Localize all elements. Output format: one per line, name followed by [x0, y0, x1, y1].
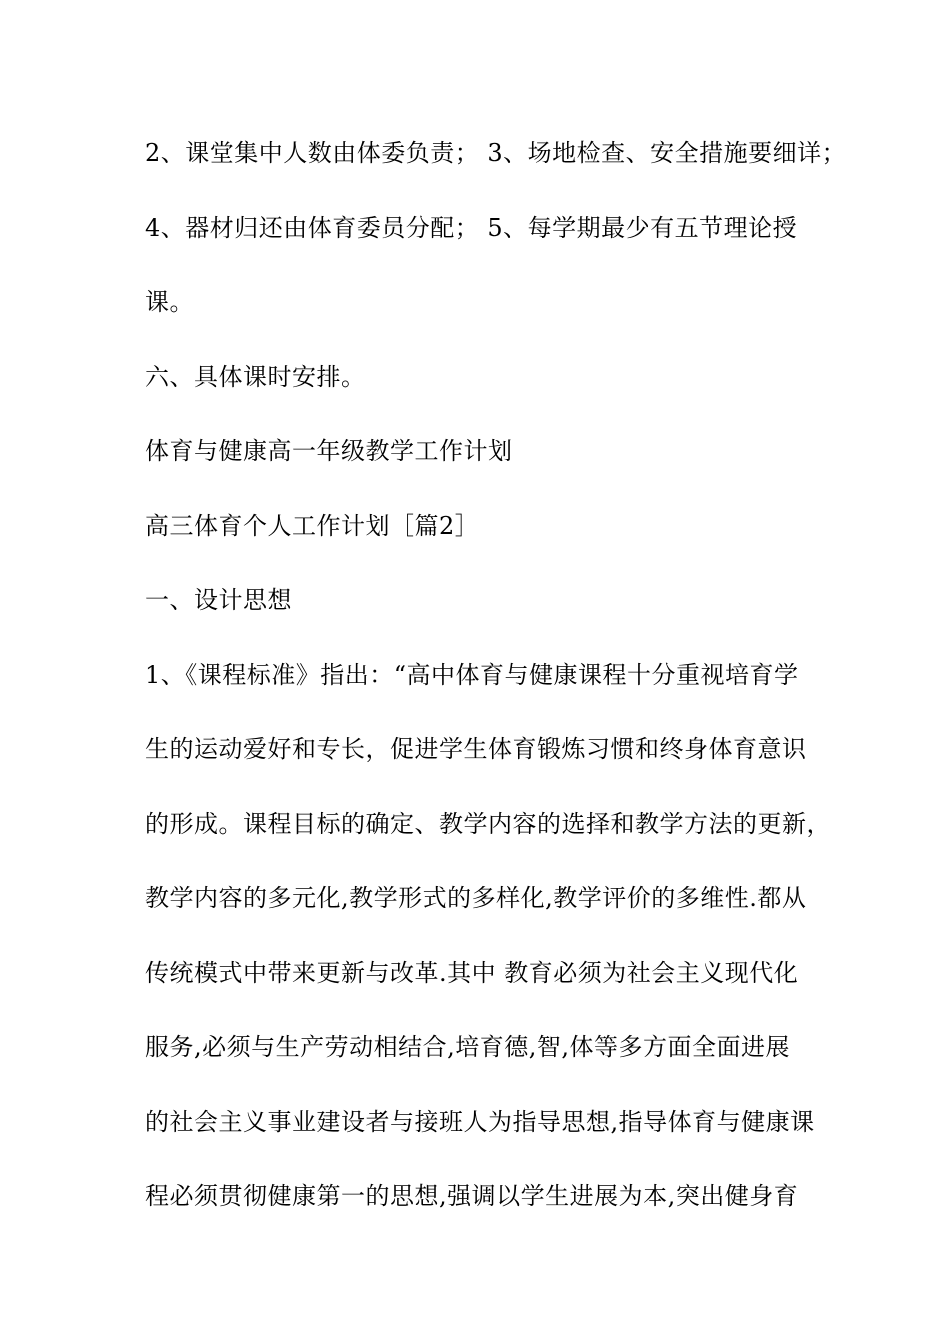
paragraph-line-3: 的形成。课程目标的确定、教学内容的选择和教学方法的更新， [145, 810, 831, 838]
paragraph-line-1: 1、《课程标准》指出：“高中体育与健康课程十分重视培育学 [145, 661, 799, 689]
paragraph-line-6: 服务,必须与生产劳动相结合,培育德,智,体等多方面全面进展 [145, 1033, 791, 1061]
plan-title: 体育与健康高一年级教学工作计划 [145, 437, 513, 465]
section-heading-schedule: 六、具体课时安排。 [145, 363, 366, 391]
paragraph-line-5: 传统模式中带来更新与改革.其中 教育必须为社会主义现代化 [145, 959, 799, 987]
article-title: 高三体育个人工作计划［篇2］ [145, 512, 480, 540]
paragraph-line-7: 的社会主义事业建设者与接班人为指导思想,指导体育与健康课 [145, 1108, 815, 1136]
paragraph-line-2: 生的运动爱好和专长，促进学生体育锻炼习惯和终身体育意识 [145, 735, 807, 763]
text-line-3: 课。 [145, 288, 194, 316]
paragraph-line-8: 程必须贯彻健康第一的思想,强调以学生进展为本,突出健身育 [145, 1182, 799, 1210]
text-line-1: 2、课堂集中人数由体委负责； 3、场地检查、安全措施要细详； [145, 139, 847, 167]
text-line-2: 4、器材归还由体育委员分配； 5、每学期最少有五节理论授 [145, 214, 798, 242]
paragraph-line-4: 教学内容的多元化,教学形式的多样化,教学评价的多维性.都从 [145, 884, 807, 912]
section-heading-design: 一、设计思想 [145, 586, 292, 614]
